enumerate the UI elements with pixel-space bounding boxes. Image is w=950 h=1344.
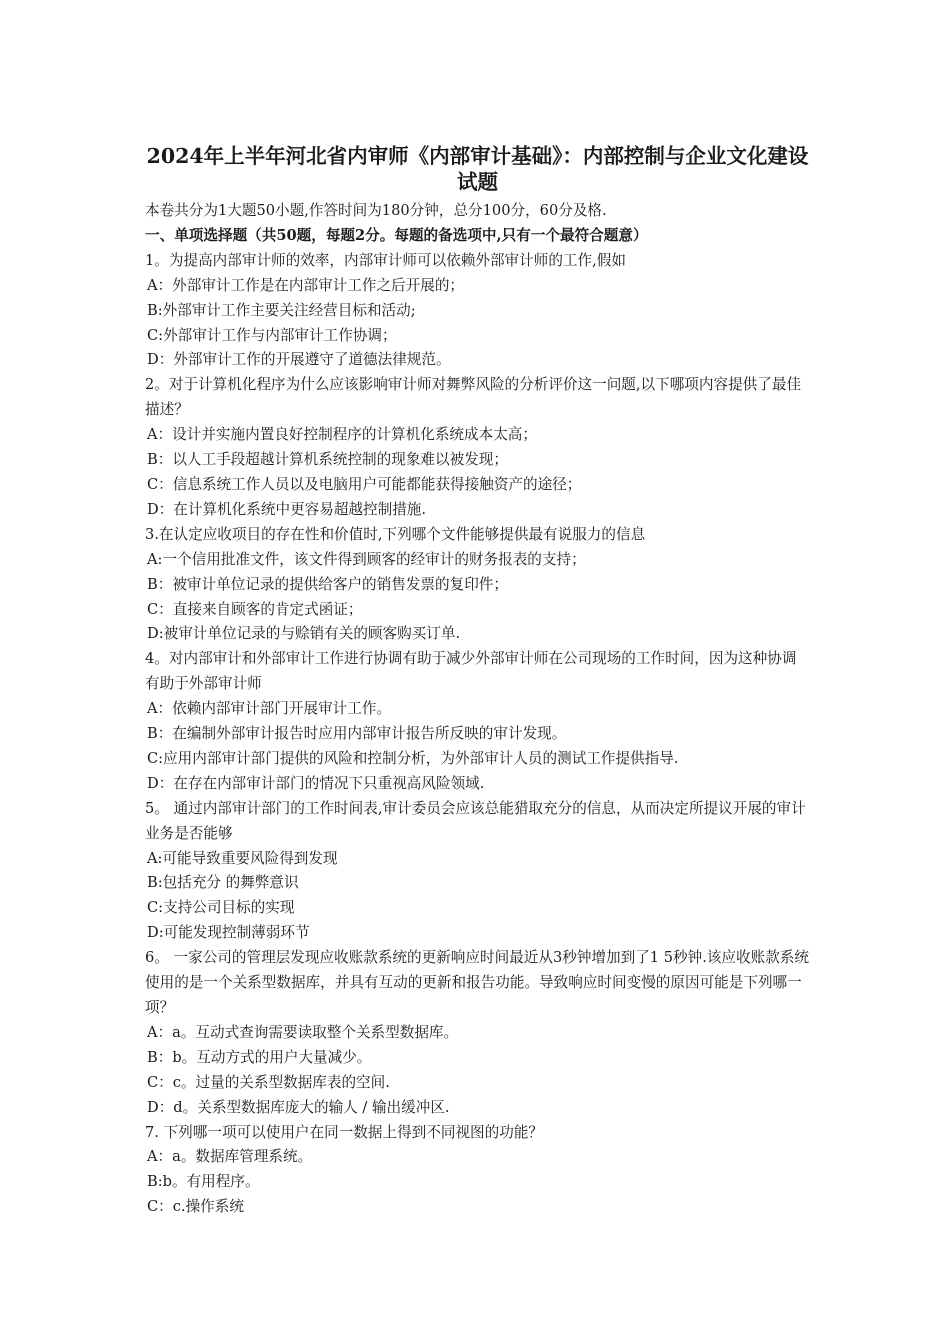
question-stem: 6。 一家公司的管理层发现应收账款系统的更新响应时间最近从3秒钟增加到了1 5秒钟.该应收账款系统使用的是一个关系型数据库，并具有互动的更新和报告功能。导致响应时间变慢的原因可能是下列哪一项？ (145, 949, 809, 1016)
question-stem: 3.在认定应收项目的存在性和价值时,下列哪个文件能够提供最有说服力的信息 (145, 525, 646, 543)
option-c: C：直接来自顾客的肯定式函证； (147, 600, 363, 618)
option-d: D：外部审计工作的开展遵守了道德法律规范。 (147, 351, 451, 369)
option-a: A：外部审计工作是在内部审计工作之后开展的； (147, 276, 465, 294)
option-b: B：以人工手段超越计算机系统控制的现象难以被发现； (147, 451, 508, 469)
question-stem: 5。 通过内部审计部门的工作时间表,审计委员会应该总能猎取充分的信息，从而决定所提议开展的审计业务是否能够 (145, 799, 806, 842)
option-b: B:包括充分 的舞弊意识 (147, 874, 299, 892)
question-3 (145, 523, 810, 648)
option-c: C：c.操作系统 (147, 1198, 244, 1216)
question-6 (145, 946, 810, 1120)
option-c: C:外部审计工作与内部审计工作协调； (147, 326, 397, 344)
option-d: D：在计算机化系统中更容易超越控制措施. (147, 500, 427, 518)
question-stem: 1。为提高内部审计师的效率，内部审计师可以依赖外部审计师的工作,假如 (145, 251, 626, 269)
option-b: B：被审计单位记录的提供给客户的销售发票的复印件； (147, 575, 508, 593)
option-b: B：b。互动方式的用户大量减少。 (147, 1048, 372, 1066)
option-c: C：c。过量的关系型数据库表的空间. (147, 1073, 390, 1091)
option-a: A：a。互动式查询需要读取整个关系型数据库。 (147, 1023, 459, 1041)
option-c: C：信息系统工作人员以及电脑用户可能都能获得接触资产的途径； (147, 475, 582, 493)
question-stem: 2。对于计算机化程序为什么应该影响审计师对舞弊风险的分析评价这一问题,以下哪项内容提供了最佳描述？ (145, 376, 802, 419)
option-b: B:外部审计工作主要关注经营目标和活动; (147, 301, 416, 319)
option-a: A：a。数据库管理系统。 (147, 1148, 313, 1166)
document-body (145, 143, 810, 1220)
option-d: D:可能发现控制薄弱环节 (147, 924, 310, 942)
option-a: A:可能导致重要风险得到发现 (147, 849, 338, 867)
question-stem: 7. 下列哪一项可以使用户在同一数据上得到不同视图的功能？ (145, 1123, 544, 1141)
option-a: A：设计并实施内置良好控制程序的计算机化系统成本太高； (147, 426, 537, 444)
option-d: D:被审计单位记录的与赊销有关的顾客购买订单. (147, 625, 461, 643)
option-a: A:一个信用批准文件，该文件得到顾客的经审计的财务报表的支持； (147, 550, 586, 568)
option-d: D：在存在内部审计部门的情况下只重视高风险领域. (147, 774, 485, 792)
option-c: C:应用内部审计部门提供的风险和控制分析，为外部审计人员的测试工作提供指导. (147, 749, 679, 767)
exam-intro: 本卷共分为1大题50小题,作答时间为180分钟，总分100分，60分及格. (145, 202, 607, 219)
option-c: C:支持公司目标的实现 (147, 899, 295, 917)
section-heading: 一、单项选择题（共50题，每题2分。每题的备选项中,只有一个最符合题意） (145, 226, 648, 244)
question-stem: 4。对内部审计和外部审计工作进行协调有助于减少外部审计师在公司现场的工作时间，因为这种协调有助于外部审计师 (145, 650, 797, 693)
question-1 (145, 249, 810, 374)
option-b: B：在编制外部审计报告时应用内部审计报告所反映的审计发现。 (147, 725, 567, 743)
option-a: A：依赖内部审计部门开展审计工作。 (147, 700, 392, 718)
question-4 (145, 647, 810, 796)
question-2 (145, 373, 810, 522)
question-5 (145, 797, 810, 946)
document-title: 2024年上半年河北省内审师《内部审计基础》：内部控制与企业文化建设试题 (146, 144, 809, 194)
option-b: B:b。有用程序。 (147, 1173, 260, 1191)
question-7 (145, 1121, 810, 1221)
option-d: D：d。关系型数据库庞大的输人 / 输出缓冲区. (147, 1098, 450, 1116)
